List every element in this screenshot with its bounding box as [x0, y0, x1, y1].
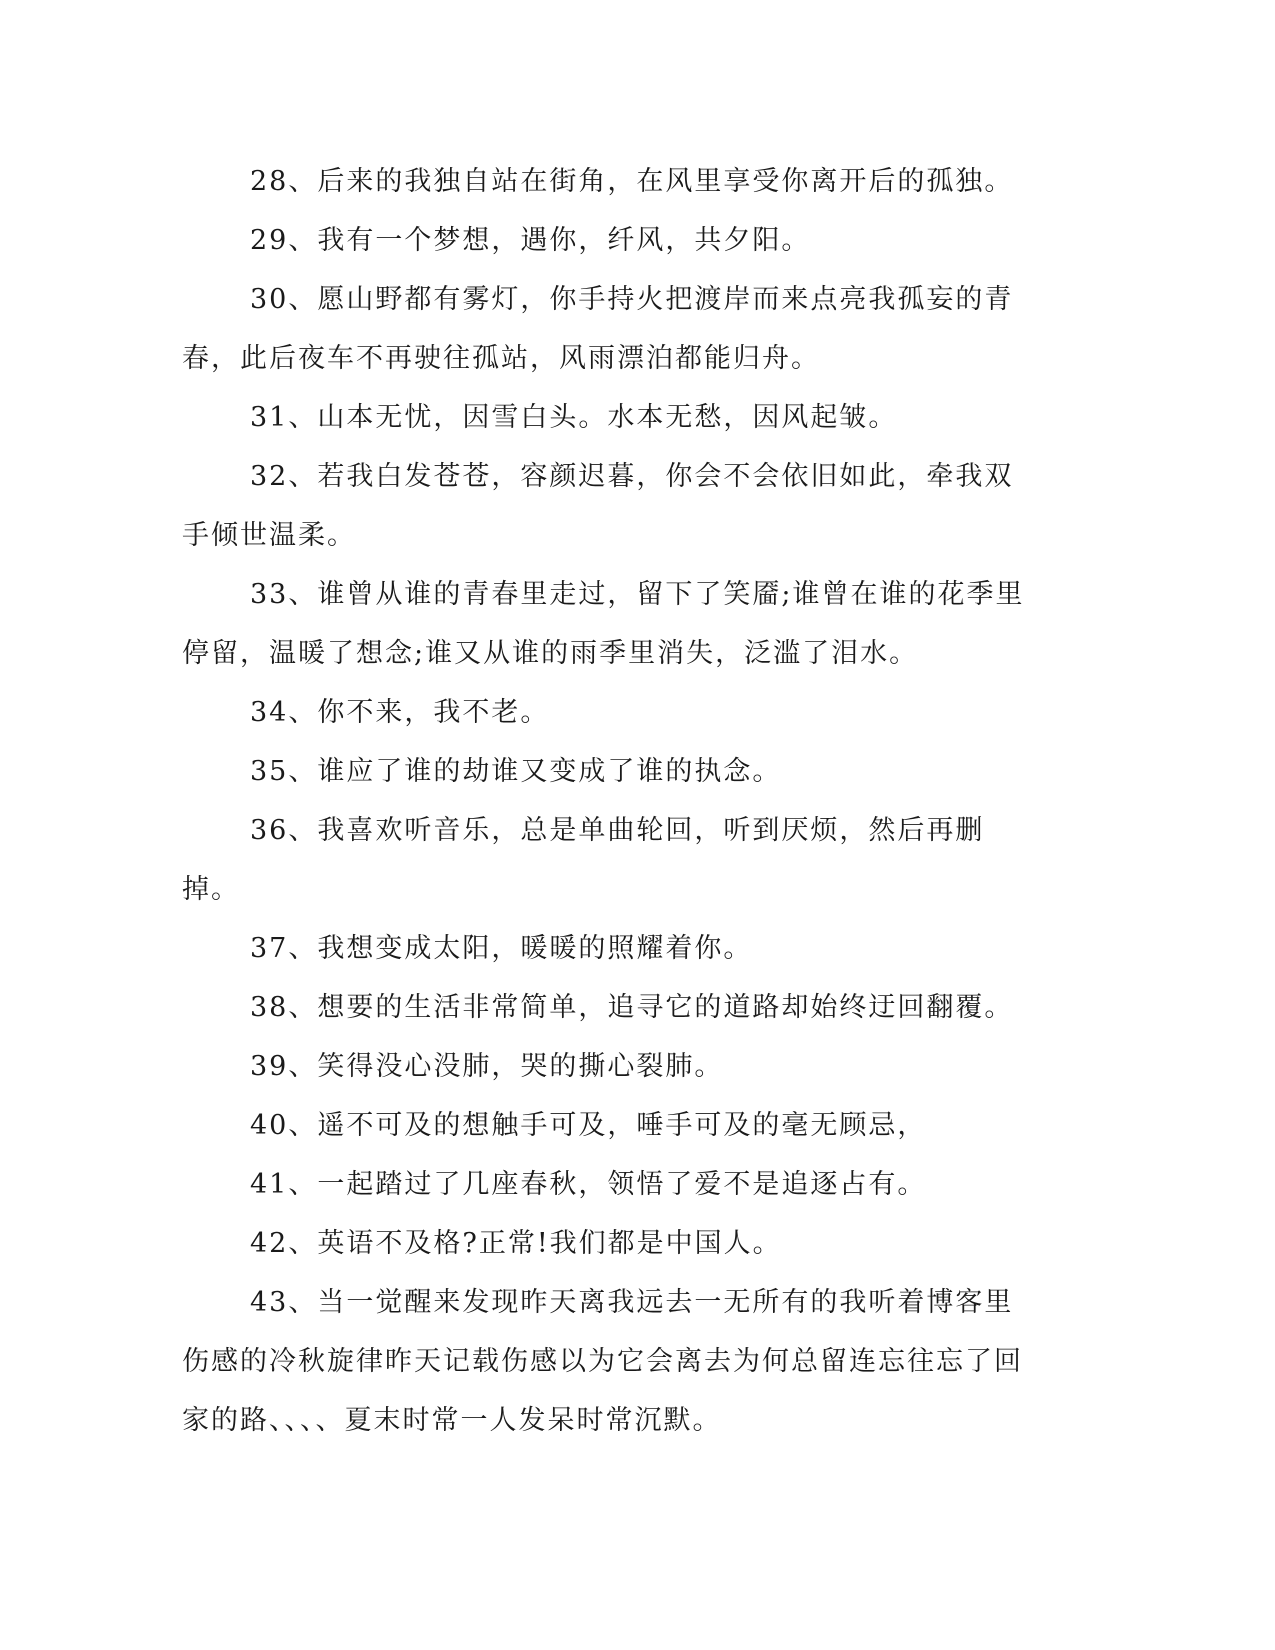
- paragraph-32: 32、若我白发苍苍，容颜迟暮，你会不会依旧如此，牵我双手倾世温柔。: [182, 461, 1014, 551]
- paragraph-40: 40、遥不可及的想触手可及，唾手可及的毫无顾忌，: [250, 1110, 927, 1141]
- paragraph-31: 31、山本无忧，因雪白头。水本无愁，因风起皱。: [250, 402, 898, 433]
- paragraph-28: 28、后来的我独自站在街角，在风里享受你离开后的孤独。: [250, 166, 1014, 197]
- paragraph-38: 38、想要的生活非常简单，追寻它的道路却始终迂回翻覆。: [250, 992, 1014, 1023]
- paragraph-34: 34、你不来，我不老。: [250, 697, 550, 728]
- paragraph-35: 35、谁应了谁的劫谁又变成了谁的执念。: [250, 756, 782, 787]
- paragraph-41: 41、一起踏过了几座春秋，领悟了爱不是追逐占有。: [250, 1169, 927, 1200]
- paragraph-43: 43、当一觉醒来发现昨天离我远去一无所有的我听着博客里伤感的冷秋旋律昨天记载伤感以为它会离去为何总留连忘往忘了回家的路、、、、夏末时常一人发呆时常沉默。: [182, 1287, 1023, 1436]
- paragraph-39: 39、笑得没心没肺，哭的撕心裂肺。: [250, 1051, 724, 1082]
- paragraph-33: 33、谁曾从谁的青春里走过，留下了笑靥;谁曾在谁的花季里停留，温暖了想念;谁又从谁的雨季里消失，泛滥了泪水。: [182, 579, 1025, 669]
- document-body: [182, 152, 1042, 1450]
- paragraph-42: 42、英语不及格?正常!我们都是中国人。: [250, 1228, 782, 1259]
- paragraph-36: 36、我喜欢听音乐，总是单曲轮回，听到厌烦，然后再删掉。: [182, 815, 985, 905]
- paragraph-29: 29、我有一个梦想，遇你，纤风，共夕阳。: [250, 225, 811, 256]
- paragraph-30: 30、愿山野都有雾灯，你手持火把渡岸而来点亮我孤妄的青春，此后夜车不再驶往孤站，风雨漂泊都能归舟。: [182, 284, 1014, 374]
- paragraph-37: 37、我想变成太阳，暖暖的照耀着你。: [250, 933, 753, 964]
